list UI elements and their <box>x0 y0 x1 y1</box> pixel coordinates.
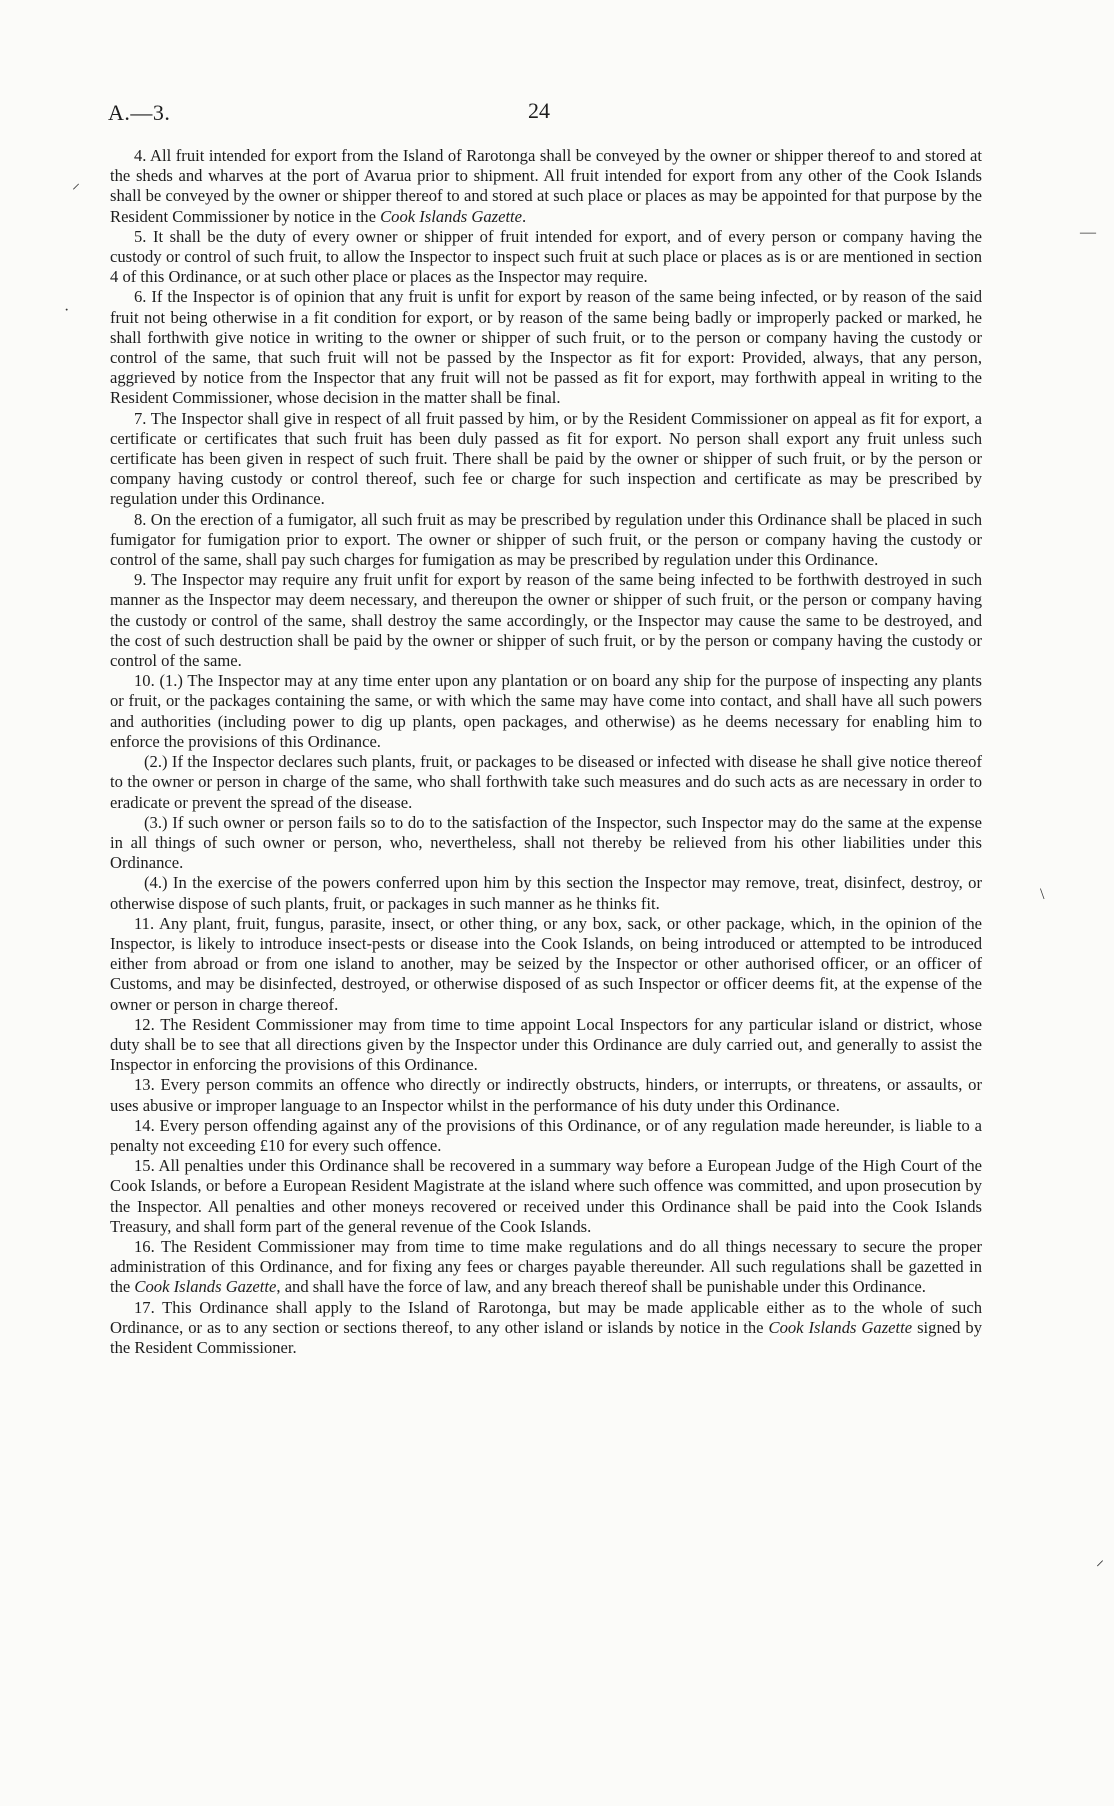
section-s14: 14. Every person offending against any of the provisions of this Ordinance, or of any regulation made hereunder, is liable to a penalty not exceeding £10 for every such offence. <box>110 1115 982 1155</box>
section-s12: 12. The Resident Commissioner may from time to time appoint Local Inspectors for any particular island or district, whose duty shall be to see that all directions given by the Inspector under this Ordinance are duly carried out, and generally to assist the Inspector in enforcing the provisions of this Ordinance. <box>110 1014 982 1075</box>
section-s11: 11. Any plant, fruit, fungus, parasite, insect, or other thing, or any box, sack, or other package, which, in the opinion of the Inspector, is likely to introduce insect-pests or disease into the Cook Islands, on being introduced or attempted to be introduced either from abroad or from one island to another, may be seized by the Inspector or other authorised officer, or an officer of Customs, and may be disinfected, destroyed, or otherwise disposed of as such Inspector or officer deems fit, at the expense of the owner or person in charge thereof. <box>110 913 982 1014</box>
margin-mark: \ <box>1040 886 1045 903</box>
section-s10-1: 10. (1.) The Inspector may at any time enter upon any plantation or on board any ship for the purpose of inspecting any plants or fruit, or the packages containing the same, or with which the same may have come into contact, and shall have all such powers and authorities (including power to dig up plants, open packages, and otherwise) as he deems necessary for enabling him to enforce the provisions of this Ordinance. <box>110 671 982 751</box>
ordinance-text <box>110 146 982 1358</box>
section-s16: 16. The Resident Commissioner may from time to time make regulations and do all things necessary to secure the proper administration of this Ordinance, and for fixing any fees or charges payable thereunder. All such regulations shall be gazetted in the Cook Islands Gazette, and shall have the force of law, and any breach thereof shall be punishable under this Ordinance. <box>110 1236 982 1297</box>
gazette-title: Cook Islands Gazette <box>380 206 523 226</box>
section-s5: 5. It shall be the duty of every owner or shipper of fruit intended for export, and of every person or company having the custody or control of such fruit, to allow the Inspector to inspect such fruit at such place or places as is or are mentioned in section 4 of this Ordinance, or at such other place or places as the Inspector may require. <box>110 226 982 287</box>
page-header <box>108 100 988 130</box>
section-s9: 9. The Inspector may require any fruit unfit for export by reason of the same being infected to be forthwith destroyed in such manner as the Inspector may deem necessary, and thereupon the owner or shipper of such fruit, or the person or company having the custody or control of the same, shall destroy the same accordingly, or the Inspector may cause the same to be destroyed, and the cost of such destruction shall be paid by the owner or shipper of such fruit, or by the person or company having the custody or control of the same. <box>110 570 982 671</box>
section-s7: 7. The Inspector shall give in respect of all fruit passed by him, or by the Resident Commissioner on appeal as fit for export, a certificate or certificates that such fruit has been duly passed as fit for export. No person shall export any fruit unless such certificate has been given in respect of such fruit. There shall be paid by the owner or shipper of such fruit, or by the person or company having custody or control thereof, such fee or charge for such inspection and certificate as may be prescribed by regulation under this Ordinance. <box>110 408 982 509</box>
section-s6: 6. If the Inspector is of opinion that any fruit is unfit for export by reason of the same being infected, or by reason of the said fruit not being otherwise in a fit condition for export, or by reason of the same being badly or improperly packed or marked, he shall forthwith give notice in writing to the owner or shipper of such fruit, or to the person or company having the custody or control of the same, that such fruit will not be passed by the Inspector as fit for export: Provided, always, that any person, aggrieved by notice from the Inspector that any fruit will not be passed as fit for export, may forthwith appeal in writing to the Resident Commissioner, whose decision in the matter shall be final. <box>110 287 982 408</box>
margin-mark: — <box>1080 224 1096 241</box>
gazette-title: Cook Islands Gazette <box>134 1277 277 1297</box>
margin-mark: ⸍ <box>72 182 81 199</box>
section-s10-4: (4.) In the exercise of the powers conferred upon him by this section the Inspector may remove, treat, disinfect, destroy, or otherwise dispose of such plants, fruit, or packages in such manner as he thinks fit. <box>110 873 982 913</box>
section-s10-3: (3.) If such owner or person fails so to do to the satisfaction of the Inspector, such Inspector may do the same at the expense in all things of such owner or person, who, nevertheless, shall not thereby be relieved from his other liabilities under this Ordinance. <box>110 812 982 873</box>
margin-mark: ⸝ <box>1096 1552 1105 1569</box>
gazette-title: Cook Islands Gazette <box>768 1317 913 1337</box>
document-reference: A.—3. <box>108 100 171 125</box>
margin-mark: · <box>64 302 70 319</box>
section-s13: 13. Every person commits an offence who directly or indirectly obstructs, hinders, or interrupts, or threatens, or assaults, or uses abusive or improper language to an Inspector whilst in the performance of his duty under this Ordinance. <box>110 1075 982 1115</box>
section-s4: 4. All fruit intended for export from the Island of Rarotonga shall be conveyed by the owner or shipper thereof to and stored at the sheds and wharves at the port of Avarua prior to shipment. All fruit intended for export from any other of the Cook Islands shall be conveyed by the owner or shipper thereof to and stored at such place or places as may be appointed for that purpose by the Resident Commissioner by notice in the Cook Islands Gazette. <box>110 146 982 226</box>
page-number: 24 <box>528 98 550 123</box>
section-s15: 15. All penalties under this Ordinance shall be recovered in a summary way before a European Judge of the High Court of the Cook Islands, or before a European Resident Magistrate at the island where such offence was committed, and upon prosecution by the Inspector. All penalties and other moneys recovered or received under this Ordinance shall be paid into the Cook Islands Treasury, and shall form part of the general revenue of the Cook Islands. <box>110 1156 982 1236</box>
section-s10-2: (2.) If the Inspector declares such plants, fruit, or packages to be diseased or infected with disease he shall give notice thereof to the owner or person in charge of the same, who shall forthwith take such measures and do such acts as are necessary in order to eradicate or prevent the spread of the disease. <box>110 752 982 812</box>
section-s8: 8. On the erection of a fumigator, all such fruit as may be prescribed by regulation under this Ordinance shall be placed in such fumigator for fumigation prior to export. The owner or shipper of such fruit, or the person or company having the custody or control of the same, shall pay such charges for fumigation as may be prescribed by regulation under this Ordinance. <box>110 509 982 570</box>
section-s17: 17. This Ordinance shall apply to the Island of Rarotonga, but may be made applicable either as to the whole of such Ordinance, or as to any section or sections thereof, to any other island or islands by notice in the Cook Islands Gazette signed by the Resident Commissioner. <box>110 1297 982 1357</box>
